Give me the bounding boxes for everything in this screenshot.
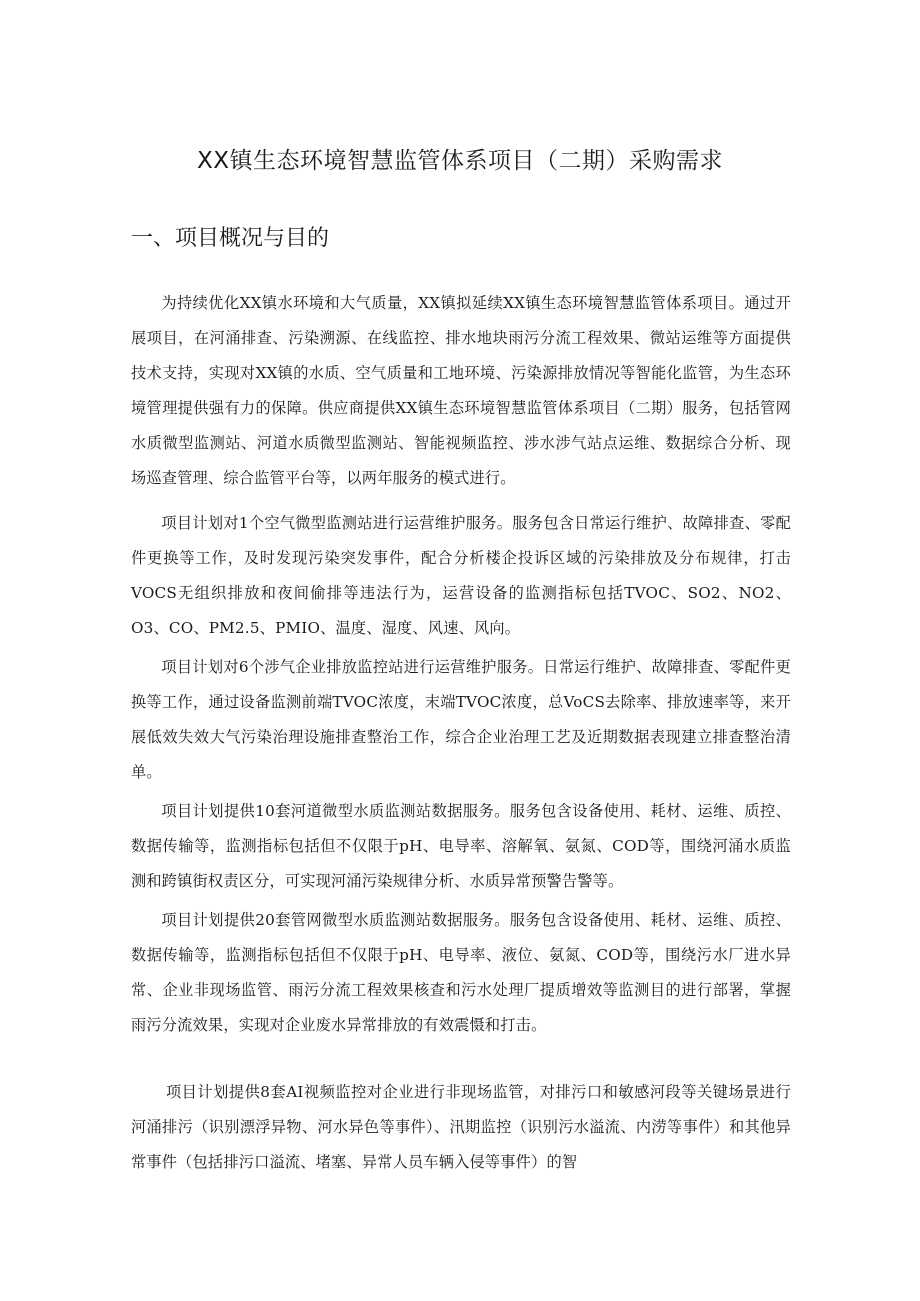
document-title: XX镇生态环境智慧监管体系项目（二期）采购需求 [196,148,723,174]
paragraph-pipe-network-stations: 项目计划提供20套管网微型水质监测站数据服务。服务包含设备使用、耗材、运维、质控、数据传输等，监测指标包括但不仅限于pH、电导率、液位、氨氮、COD等，围绕污水厂进水异常、企业非现场监管、雨污分流工程效果核查和污水处理厂提质增效等监测目的进行部署，掌握雨污分流效果，实现对企业废水异常排放的有效震慑和打击。 [131,911,791,1034]
paragraph-gas-emission-stations: 项目计划对6个涉气企业排放监控站进行运营维护服务。日常运行维护、故障排查、零配件更换等工作，通过设备监测前端TVOC浓度，末端TVOC浓度，总VoCS去除率、排放速率等，来开展低效失效大气污染治理设施排查整治工作，综合企业治理工艺及近期数据表现建立排查整治清单。 [131,658,791,781]
paragraph-air-station: 项目计划对1个空气微型监测站进行运营维护服务。服务包含日常运行维护、故障排查、零配件更换等工作，及时发现污染突发事件，配合分析楼企投诉区域的污染排放及分布规律，打击VOCS无组织排放和夜间偷排等违法行为，运营设备的监测指标包括TVOC、SO2、NO2、O3、CO、PM2.5、PMIO、温度、湿度、风速、风向。 [131,514,791,637]
paragraph-overview: 为持续优化XX镇水环境和大气质量，XX镇拟延续XX镇生态环境智慧监管体系项目。通过开展项目，在河涌排查、污染溯源、在线监控、排水地块雨污分流工程效果、微站运维等方面提供技术支持，实现对XX镇的水质、空气质量和工地环境、污染源排放情况等智能化监管，为生态环境管理提供强有力的保障。供应商提供XX镇生态环境智慧监管体系项目（二期）服务，包括管网水质微型监测站、河道水质微型监测站、智能视频监控、涉水涉气站点运维、数据综合分析、现场巡查管理、综合监管平台等，以两年服务的模式进行。 [131,294,791,487]
section-heading: 一、项目概况与目的 [131,226,330,251]
paragraph-river-water-stations: 项目计划提供10套河道微型水质监测站数据服务。服务包含设备使用、耗材、运维、质控、数据传输等，监测指标包括但不仅限于pH、电导率、溶解氧、氨氮、COD等，围绕河涌水质监测和跨镇街权责区分，可实现河涌污染规律分析、水质异常预警告警等。 [131,802,791,890]
paragraph-ai-video: 项目计划提供8套AI视频监控对企业进行非现场监管，对排污口和敏感河段等关键场景进行河涌排污（识别漂浮异物、河水异色等事件）、汛期监控（识别污水溢流、内涝等事件）和其他异常事件（包括排污口溢流、堵塞、异常人员车辆入侵等事件）的智 [131,1083,791,1171]
